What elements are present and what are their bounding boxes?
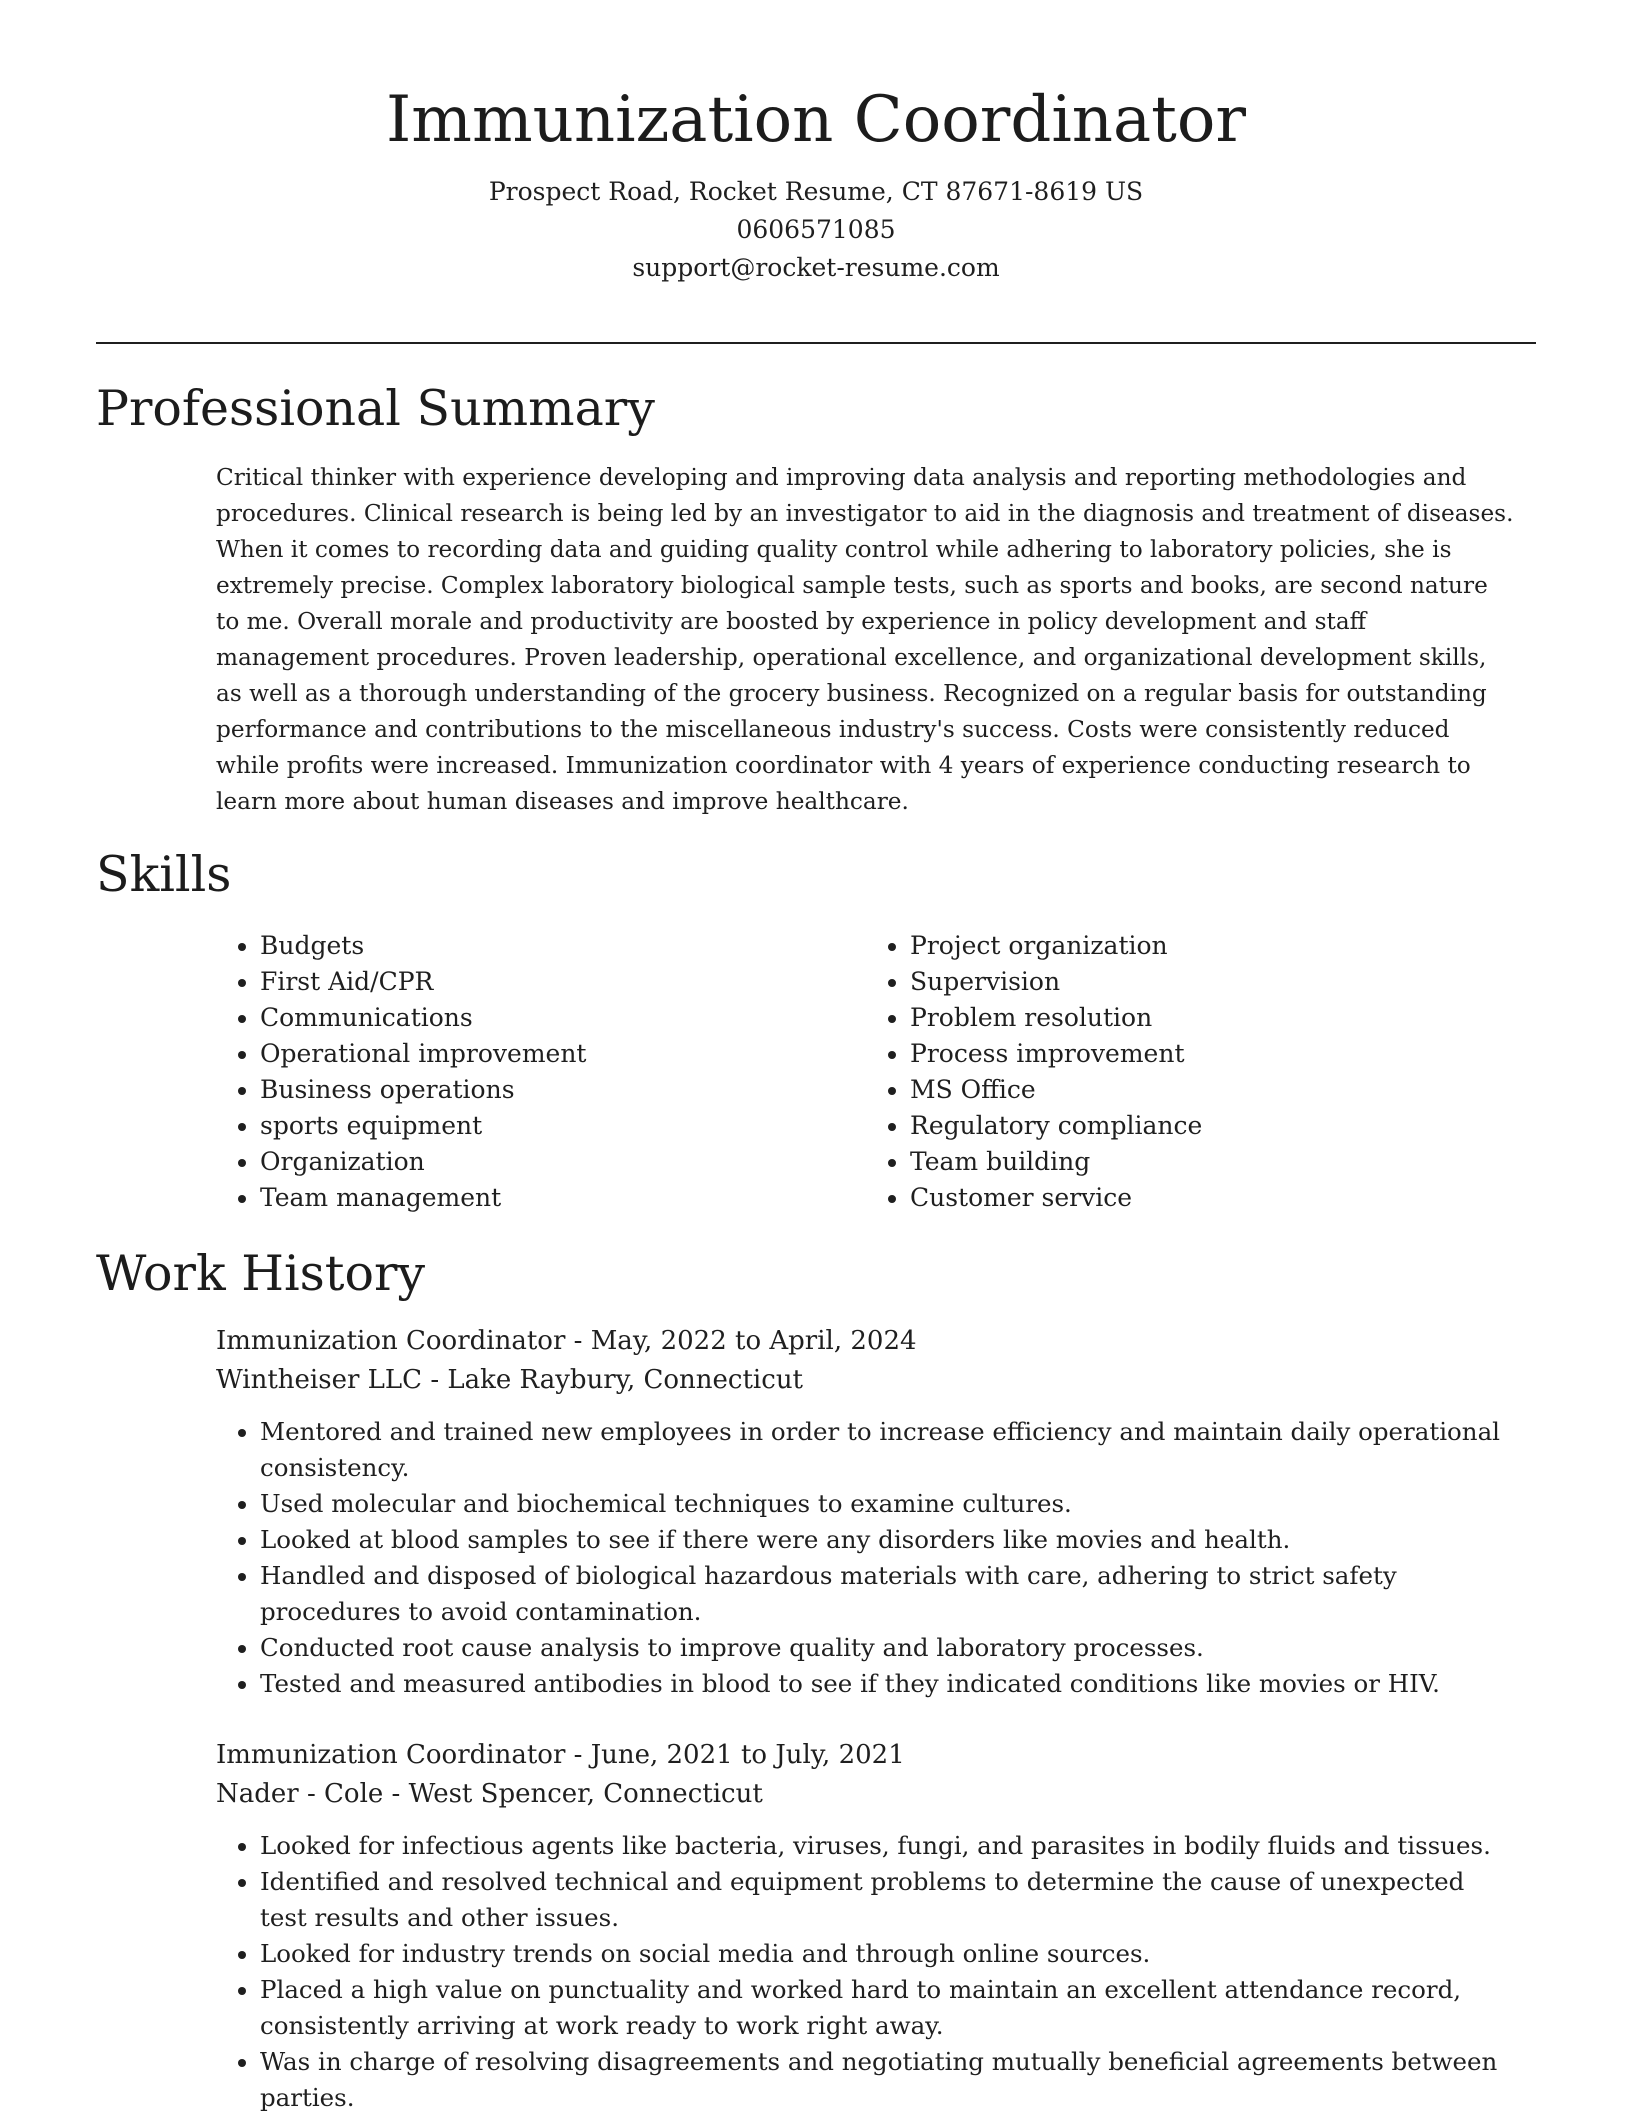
skill-item: • Team building: [910, 1144, 1516, 1180]
skill-item: • Business operations: [260, 1072, 866, 1108]
skill-item: • MS Office: [910, 1072, 1516, 1108]
job-duty-item: • Identified and resolved technical and equipment problems to determine the cause of unexpected test results and other issues.: [260, 1864, 1516, 1936]
job-duty-item: • Tested and measured antibodies in blood to see if they indicated conditions like movies or HIV.: [260, 1666, 1516, 1702]
skill-item: • Communications: [260, 1000, 866, 1036]
skill-item: • Supervision: [910, 964, 1516, 1000]
job-duty-item: • Looked at blood samples to see if there were any disorders like movies and health.: [260, 1522, 1516, 1558]
skills-column-left: [216, 928, 866, 1216]
contact-phone: 0606571085: [736, 214, 896, 244]
job-duty-item: • Was in charge of resolving disagreements and negotiating mutually beneficial agreements between parties.: [260, 2044, 1516, 2116]
work-history-heading: Work History: [96, 1245, 426, 1302]
job-duty-item: • Looked for infectious agents like bacteria, viruses, fungi, and parasites in bodily fluids and tissues.: [260, 1828, 1516, 1864]
summary-heading: Professional Summary: [96, 380, 655, 437]
job-duties-list: [216, 1414, 1516, 1702]
skill-item: • Budgets: [260, 928, 866, 964]
summary-text: Critical thinker with experience developing and improving data analysis and reporting methodologies and procedures. Clinical research is being led by an investigator to aid in the diagnosis and treatment of diseases. When it comes to recording data and guiding quality control while adhering to laboratory policies, she is extremely precise. Complex laboratory biological sample tests, such as sports and books, are second nature to me. Overall morale and productivity are boosted by experience in policy development and staff management procedures. Proven leadership, operational excellence, and organizational development skills, as well as a thorough understanding of the grocery business. Recognized on a regular basis for outstanding performance and contributions to the miscellaneous industry's success. Costs were consistently reduced while profits were increased. Immunization coordinator with 4 years of experience conducting research to learn more about human diseases and improve healthcare.: [216, 464, 1514, 815]
contact-email: support@rocket-resume.com: [632, 252, 1000, 282]
skill-item: • Project organization: [910, 928, 1516, 964]
job-duty-item: • Mentored and trained new employees in order to increase efficiency and maintain daily operational consistency.: [260, 1414, 1516, 1486]
job-title-line: Immunization Coordinator - May, 2022 to April, 2024: [216, 1326, 917, 1356]
skills-heading: Skills: [96, 846, 232, 903]
job-title-line: Immunization Coordinator - June, 2021 to July, 2021: [216, 1740, 905, 1770]
job-entry-1: [216, 1322, 1516, 1702]
skill-item: • First Aid/CPR: [260, 964, 866, 1000]
contact-info: [0, 173, 1632, 287]
skill-item: • sports equipment: [260, 1108, 866, 1144]
candidate-name: Immunization Coordinator: [386, 83, 1246, 157]
header-divider: [96, 342, 1536, 344]
skills-column-right: [866, 928, 1516, 1216]
skill-item: • Team management: [260, 1180, 866, 1216]
job-entry-2: [216, 1736, 1516, 2116]
job-company-line: Wintheiser LLC - Lake Raybury, Connecticut: [216, 1365, 804, 1395]
skills-list: [216, 928, 1516, 1216]
resume-header: [0, 0, 1632, 287]
job-duty-item: • Used molecular and biochemical techniques to examine cultures.: [260, 1486, 1516, 1522]
job-duty-item: • Conducted root cause analysis to improve quality and laboratory processes.: [260, 1630, 1516, 1666]
skill-item: • Organization: [260, 1144, 866, 1180]
skill-item: • Operational improvement: [260, 1036, 866, 1072]
job-duty-item: • Handled and disposed of biological hazardous materials with care, adhering to strict safety procedures to avoid contamination.: [260, 1558, 1516, 1630]
job-duty-item: • Placed a high value on punctuality and worked hard to maintain an excellent attendance record, consistently arriving at work ready to work right away.: [260, 1972, 1516, 2044]
skill-item: • Problem resolution: [910, 1000, 1516, 1036]
skill-item: • Regulatory compliance: [910, 1108, 1516, 1144]
skill-item: • Process improvement: [910, 1036, 1516, 1072]
skill-item: • Customer service: [910, 1180, 1516, 1216]
contact-address: Prospect Road, Rocket Resume, CT 87671-8619 US: [488, 176, 1144, 206]
job-duties-list: [216, 1828, 1516, 2116]
job-duty-item: • Looked for industry trends on social media and through online sources.: [260, 1936, 1516, 1972]
job-company-line: Nader - Cole - West Spencer, Connecticut: [216, 1779, 763, 1809]
